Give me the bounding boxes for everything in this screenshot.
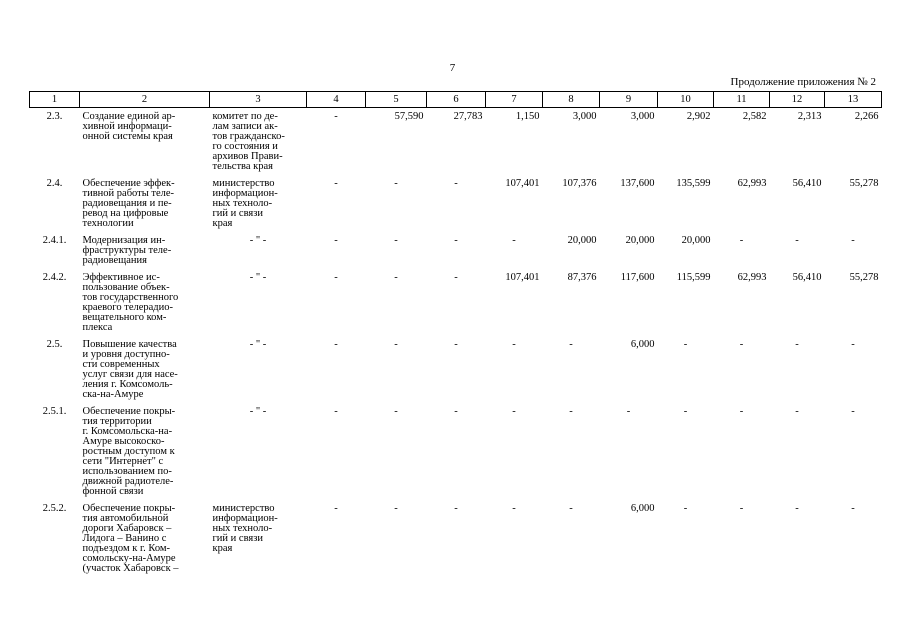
table-row <box>30 108 882 176</box>
value-cell: - <box>334 503 338 514</box>
table-row <box>30 336 882 403</box>
value-cell: 2,902 <box>686 111 711 122</box>
value-cell: - <box>394 235 398 246</box>
column-header: 5 <box>366 92 427 108</box>
measure-name: Создание единой ар- хивной информаци- онной системы края <box>82 111 176 142</box>
executor: - " - <box>249 406 267 417</box>
value-cell: - <box>454 503 458 514</box>
row-number: 2.4.1. <box>42 235 67 246</box>
value-cell: 2,582 <box>742 111 767 122</box>
value-cell: - <box>334 235 338 246</box>
column-header: 10 <box>658 92 714 108</box>
value-cell: - <box>454 406 458 417</box>
measure-name: Эффективное ис- пользование объек- тов государственного краевого телерадио- вещательного ком- плекса <box>82 272 179 333</box>
value-cell: - <box>394 178 398 189</box>
column-header: 4 <box>307 92 366 108</box>
value-cell: - <box>334 111 338 122</box>
table-row <box>30 500 882 577</box>
value-cell: 27,783 <box>453 111 483 122</box>
column-header: 9 <box>600 92 658 108</box>
value-cell: - <box>512 339 516 350</box>
value-cell: - <box>626 406 631 417</box>
executor: - " - <box>249 235 267 246</box>
value-cell: 56,410 <box>792 272 822 283</box>
column-header: 13 <box>825 92 882 108</box>
value-cell: - <box>394 272 398 283</box>
value-cell: - <box>454 272 458 283</box>
value-cell: - <box>454 178 458 189</box>
value-cell: - <box>851 406 855 417</box>
value-cell: - <box>512 235 516 246</box>
value-cell: - <box>569 406 573 417</box>
column-header: 11 <box>714 92 770 108</box>
value-cell: 55,278 <box>849 272 879 283</box>
value-cell: - <box>795 503 799 514</box>
value-cell: 137,600 <box>620 178 655 189</box>
header-row <box>30 92 882 108</box>
column-header: 1 <box>30 92 80 108</box>
value-cell: 6,000 <box>630 503 655 514</box>
value-cell: - <box>851 235 855 246</box>
measure-name: Повышение качества и уровня доступно- сти современных услуг связи для насе- ления г. Комсомоль- ска-на-Амуре <box>82 339 178 400</box>
value-cell: 135,599 <box>676 178 711 189</box>
value-cell: - <box>334 178 338 189</box>
value-cell: - <box>851 339 855 350</box>
appendix-table <box>29 91 882 577</box>
value-cell: 107,401 <box>505 178 540 189</box>
value-cell: - <box>795 339 799 350</box>
value-cell: - <box>739 503 744 514</box>
row-number: 2.3. <box>46 111 63 122</box>
table-row <box>30 403 882 500</box>
table-row <box>30 175 882 232</box>
value-cell: - <box>683 406 688 417</box>
measure-name: Обеспечение покры- тия автомобильной дороги Хабаровск – Лидога – Ванино с подъездом к г. Ком- сомольску-на-Амуре (участок Хабаровск – <box>82 503 179 574</box>
continuation-label: Продолжение приложения № 2 <box>730 76 876 88</box>
row-number: 2.4.2. <box>42 272 67 283</box>
value-cell: - <box>454 339 458 350</box>
measure-name: Модернизация ин- фраструктуры теле- радиовещания <box>82 235 172 266</box>
executor: - " - <box>249 272 267 283</box>
value-cell: - <box>334 272 338 283</box>
value-cell: 107,401 <box>505 272 540 283</box>
column-header: 2 <box>80 92 210 108</box>
value-cell: - <box>334 406 338 417</box>
value-cell: 3,000 <box>630 111 655 122</box>
value-cell: - <box>683 503 688 514</box>
value-cell: - <box>683 339 688 350</box>
value-cell: 20,000 <box>567 235 597 246</box>
value-cell: - <box>739 406 744 417</box>
value-cell: - <box>739 235 744 246</box>
value-cell: 62,993 <box>737 178 767 189</box>
column-header: 6 <box>427 92 486 108</box>
column-header: 12 <box>770 92 825 108</box>
table-body <box>30 108 882 578</box>
value-cell: 6,000 <box>630 339 655 350</box>
row-number: 2.5.2. <box>42 503 67 514</box>
value-cell: - <box>795 406 799 417</box>
value-cell: - <box>512 406 516 417</box>
column-header: 7 <box>486 92 543 108</box>
value-cell: 115,599 <box>676 272 711 283</box>
column-header: 8 <box>543 92 600 108</box>
value-cell: 56,410 <box>792 178 822 189</box>
table-row <box>30 232 882 269</box>
value-cell: - <box>739 339 744 350</box>
executor: комитет по де- лам записи ак- тов гражданско- го состояния и архивов Прави- тельства края <box>212 111 285 172</box>
value-cell: 117,600 <box>620 272 655 283</box>
value-cell: - <box>569 339 573 350</box>
page-number: 7 <box>449 62 456 74</box>
column-header: 3 <box>210 92 307 108</box>
executor: - " - <box>249 339 267 350</box>
value-cell: 20,000 <box>681 235 711 246</box>
value-cell: 1,150 <box>515 111 540 122</box>
value-cell: 2,313 <box>797 111 822 122</box>
row-number: 2.5. <box>46 339 63 350</box>
value-cell: 57,590 <box>394 111 424 122</box>
value-cell: - <box>334 339 338 350</box>
value-cell: - <box>394 406 398 417</box>
value-cell: - <box>512 503 516 514</box>
value-cell: 107,376 <box>562 178 597 189</box>
value-cell: - <box>851 503 855 514</box>
value-cell: 62,993 <box>737 272 767 283</box>
row-number: 2.4. <box>46 178 63 189</box>
value-cell: 20,000 <box>625 235 655 246</box>
value-cell: 3,000 <box>572 111 597 122</box>
value-cell: - <box>795 235 799 246</box>
measure-name: Обеспечение эффек- тивной работы теле- радиовещания и пе- ревод на цифровые технологии <box>82 178 175 229</box>
value-cell: - <box>394 503 398 514</box>
executor: министерство информацион- ных техноло- гий и связи края <box>212 503 278 554</box>
table-row <box>30 269 882 336</box>
value-cell: - <box>454 235 458 246</box>
value-cell: 55,278 <box>849 178 879 189</box>
value-cell: - <box>394 339 398 350</box>
row-number: 2.5.1. <box>42 406 67 417</box>
executor: министерство информацион- ных техноло- гий и связи края <box>212 178 278 229</box>
measure-name: Обеспечение покры- тия территории г. Комсомольска-на- Амуре высокоско- ростным доступом к сети "Интернет" с использованием по- движной радиотеле- фонной связи <box>82 406 176 497</box>
value-cell: 87,376 <box>567 272 597 283</box>
value-cell: 2,266 <box>854 111 879 122</box>
value-cell: - <box>569 503 573 514</box>
